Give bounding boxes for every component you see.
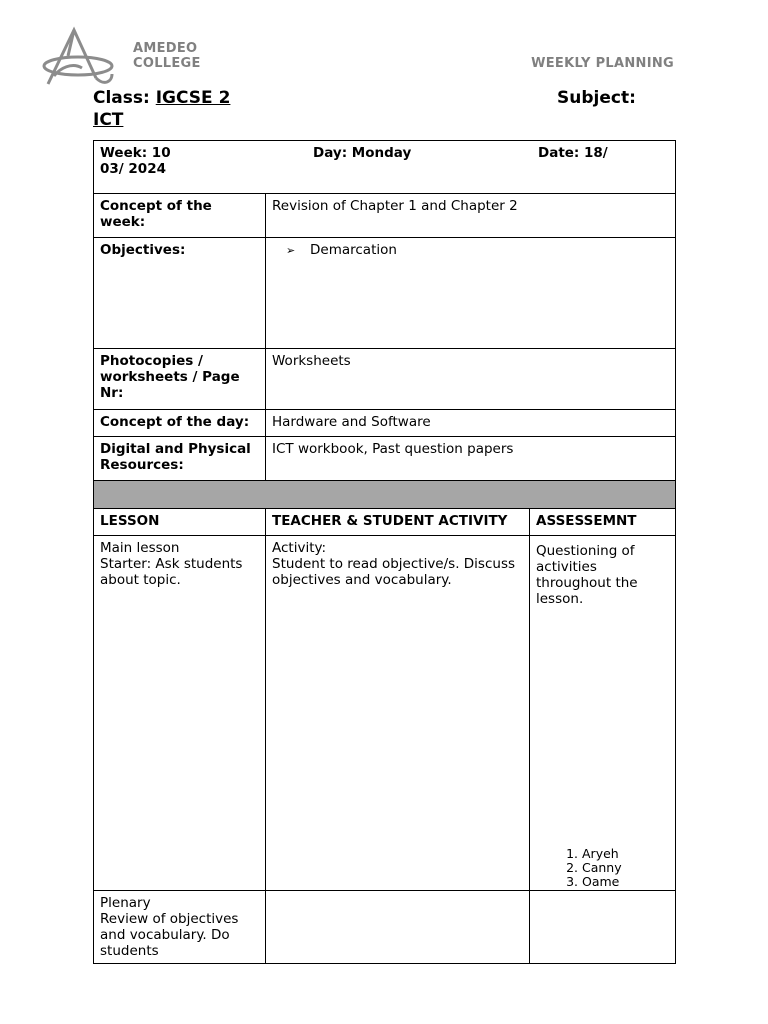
list-item: 2. Canny [582,861,622,875]
assessment-cell [530,536,676,891]
main-lesson-starter: Starter: Ask students about topic. [100,556,243,588]
activity-cell [266,536,530,891]
resources-value: ICT workbook, Past question papers [266,437,676,481]
photocopies-value: Worksheets [266,349,676,410]
week-field: Week: 10 [100,145,171,161]
objective-item: ➢ Demarcation [286,242,397,258]
activity-title: Activity: [272,540,327,556]
plenary-text: Review of objectives and vocabulary. Do students [100,911,239,959]
week-day-date-row [94,141,676,194]
concept-day-label: Concept of the day: [94,410,266,437]
plenary-assessment-cell [530,891,676,964]
concept-week-label: Concept of the week: [94,194,266,238]
lesson-header: LESSON [94,509,266,536]
arrow-bullet-icon: ➢ [286,244,296,257]
college-name: AMEDEO COLLEGE [133,41,201,71]
assessment-text: Questioning of activities throughout the lesson. [536,543,638,607]
main-lesson-title: Main lesson [100,540,180,556]
objectives-value [266,238,676,349]
list-item: 3. Oame [582,875,622,889]
activity-header: TEACHER & STUDENT ACTIVITY [266,509,530,536]
document-title: WEEKLY PLANNING [531,56,674,71]
plenary-cell [94,891,266,964]
planning-table [93,140,676,964]
class-field: Class: IGCSE 2 ICT [93,88,231,130]
concept-day-value: Hardware and Software [266,410,676,437]
date-field: Date: 18/ 03/ 2024 [100,145,608,177]
college-logo-icon [38,26,116,88]
main-lesson-cell [94,536,266,891]
plenary-title: Plenary [100,895,151,911]
section-divider [94,481,676,509]
plenary-activity-cell [266,891,530,964]
objectives-label: Objectives: [94,238,266,349]
student-list [536,847,622,889]
photocopies-label: Photocopies / worksheets / Page Nr: [94,349,266,410]
concept-week-value: Revision of Chapter 1 and Chapter 2 [266,194,676,238]
list-item: 1. Aryeh [582,847,622,861]
activity-text: Student to read objective/s. Discuss objectives and vocabulary. [272,556,516,588]
subject-field: Subject: [557,88,636,108]
assessment-header: ASSESSEMNT [530,509,676,536]
resources-label: Digital and Physical Resources: [94,437,266,481]
day-field: Day: Monday [313,145,412,161]
